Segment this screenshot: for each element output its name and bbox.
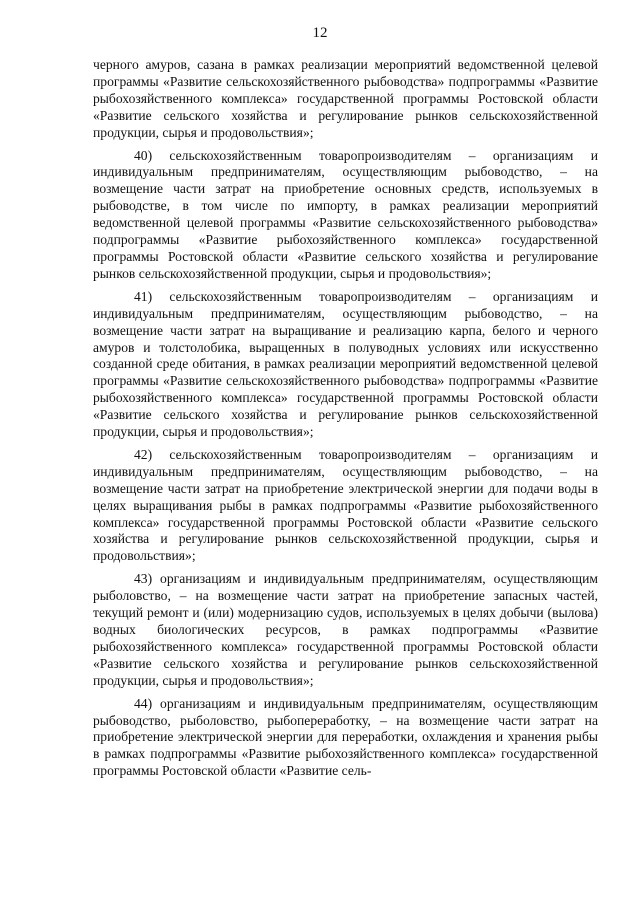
paragraph-item-43: 43) организациям и индивидуальным предпринимателям, осуществляющим рыболовство, – на возмещение части затрат на приобретение запасных частей, текущий ремонт и (или) модернизацию судов, используемых в целях добычи (вылова) водных биологических ресурсов, в рамках подпрограммы «Развитие рыбохозяйственного комплекса» государственной программы Ростовской области «Развитие сельского хозяйства и регулирование рынков сельскохозяйственной продукции, сырья и продовольствия»; bbox=[93, 571, 598, 688]
paragraph-item-44: 44) организациям и индивидуальным предпринимателям, осуществляющим рыбоводство, рыболовство, рыбопереработку, – на возмещение части затрат на приобретение электрической энергии для переработки, охлаждения и хранения рыбы в рамках подпрограммы «Развитие рыбохозяйственного комплекса» государственной программы Ростовской области «Развитие сель- bbox=[93, 695, 598, 779]
paragraph-item-41: 41) сельскохозяйственным товаропроизводителям – организациям и индивидуальным предпринимателям, осуществляющим рыбоводство, – на возмещение части затрат на выращивание и реализацию карпа, белого и черного амуров и толстолобика, выращенных в полуводных условиях или искусственно созданной среде обитания, в рамках реализации мероприятий ведомственной целевой программы «Развитие сельскохозяйственного рыбоводства» подпрограммы «Развитие рыбохозяйственного комплекса» государственной программы Ростовской области «Развитие сельского хозяйства и регулирование рынков сельскохозяйственной продукции, сырья и продовольствия»; bbox=[93, 288, 598, 440]
paragraph-continuation: черного амуров, сазана в рамках реализации мероприятий ведомственной целевой программы «Развитие сельскохозяйственного рыбоводства» подпрограммы «Развитие рыбохозяйственного комплекса» государственной программы Ростовской области «Развитие сельского хозяйства и регулирование рынков сельскохозяйственной продукции, сырья и продовольствия»; bbox=[93, 57, 598, 140]
paragraph-item-42: 42) сельскохозяйственным товаропроизводителям – организациям и индивидуальным предпринимателям, осуществляющим рыбоводство, – на возмещение части затрат на приобретение электрической энергии для подачи воды в целях выращивания рыбы в рамках подпрограммы «Развитие рыбохозяйственного комплекса» государственной программы Ростовской области «Развитие сельского хозяйства и регулирование рынков сельскохозяйственной продукции, сырья и продовольствия»; bbox=[93, 446, 598, 564]
page-number: 12 bbox=[312, 25, 328, 41]
document-body bbox=[93, 57, 598, 786]
paragraph-item-40: 40) сельскохозяйственным товаропроизводителям – организациям и индивидуальным предпринимателям, осуществляющим рыбоводство, – на возмещение части затрат на приобретение основных средств, используемых в рыбоводстве, в том числе по импорту, в рамках реализации мероприятий ведомственной целевой программы «Развитие сельскохозяйственного рыбоводства» подпрограммы «Развитие рыбохозяйственного комплекса» государственной программы Ростовской области «Развитие сельского хозяйства и регулирование рынков сельскохозяйственной продукции, сырья и продовольствия»; bbox=[93, 147, 598, 281]
